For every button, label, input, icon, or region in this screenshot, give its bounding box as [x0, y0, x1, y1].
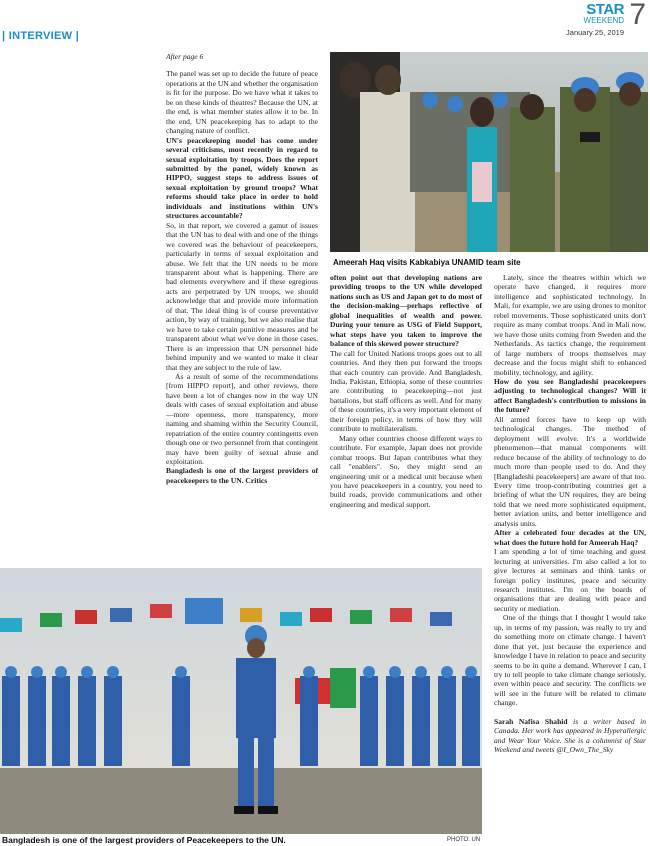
question: often point out that developing nations are providing troops to the UN while developed nations such as US and Japan get to do most of the decision-making—perhaps reflective of global inequalities of wealth and power. During your tenure as USG of Field Support, what steps have you taken to improve the balance of this skewed power structure? [330, 273, 482, 349]
paragraph: The panel was set up to decide the future of peace operations at the UN and whether the organisation is fit for the purpose. Do we have what it takes to be on these kinds of theatres? Because the UN, at the end, is what member states allow it to be. In the end, UN peacekeeping has to adapt to the changing nature of conflict. [166, 69, 318, 136]
paragraph: All armed forces have to keep up with technological changes. The method of deployment will evolve. It's a worldwide phenomenon—that manual components will reduce because of the ability of technology to do much more than people used to do. And they [Bangladeshi peacekeepers] are aware of that too. Every time troop-contributing countries get a briefing of what the UN requires, they are being told that we need more sophisticated equipment, better aviation units, and better intelligence and analysis units. [494, 414, 646, 528]
continued-note: After page 6 [166, 52, 204, 61]
masthead [526, 0, 646, 40]
question: Bangladesh is one of the largest providers of peacekeepers to the UN. Critics [166, 466, 318, 485]
section-label: | INTERVIEW | [2, 30, 80, 42]
photo-caption-bottom: Bangladesh is one of the largest providers of Peacekeepers to the UN. [2, 835, 286, 845]
issue-date: January 25, 2019 [566, 28, 624, 37]
page-number: 7 [629, 0, 646, 31]
article-column-2 [330, 273, 482, 509]
paragraph: Lately, since the theatres within which we operate have changed, it requires more intelligence and sophisticated technology. In Mali, for example, we are using drones to monitor rebel movements. Those sophisticated units don't require as many combat troops. And in Mali now, we have those units coming from Sweden and the Netherlands. As tactics change, the requirement of large numbers of troops themselves may decrease and the focus might shift to enhanced mobility, technology, and agility. [494, 273, 646, 377]
question: After a celebrated four decades at the UN, what does the future hold for Ameerah Haq? [494, 528, 646, 547]
question: UN's peacekeeping model has come under several criticisms, most recently in regard to sexual exploitation by troops. Does the report submitted by the panel, widely known as HIPPO, suggest steps to address issues of sexual exploitation by ground troops? What reforms should take place in order to hold individuals and institutions within UN's structures accountable? [166, 135, 318, 221]
paragraph: Many other countries choose different ways to contribute. For example, Japan does not provide combat troops. But Japan contributes what they call "enablers". So, they might send an engineering unit or a medical unit because when you have peacekeepers in a country, you need to build roads, provide communications and other engineering and medical support. [330, 433, 482, 509]
paragraph: So, in that report, we covered a gamut of issues that the UN has to deal with and one of the things we covered was the behaviour of peacekeepers, particularly in terms of sexual exploitation and abuse. We felt that the UN needs to be more transparent about what is happening. There are bad elements everywhere and if these egregious acts are perpetrated by UN troops, we should acknowledge that and provide more information of that. The ideal thing is of course preventative action, by way of training, but we also realise that we have to take certain punitive measures and be transparent about what we've done in those cases. There is an impression that UN personnel hide behind impunity and we wanted to make it clear that they are subject to the rule of law. [166, 220, 318, 372]
photo-ameerah-haq-visit [330, 52, 648, 252]
author-bio [494, 717, 646, 755]
paragraph: One of the things that I thought I would take up, in terms of my passion, was really to try and do something more on climate change. I haven't done that yet, just because the experience and knowledge I have in relation to peace and security seems to be in quite a demand. Wherever I can, I try to tell people to take climate change seriously, even within peace and security. The conflicts we will see in the future will be related to climate change. [494, 613, 646, 708]
photo-caption-top: Ameerah Haq visits Kabkabiya UNAMID team site [333, 258, 521, 267]
photo-bangladesh-peacekeepers [0, 568, 482, 834]
photo-illustration [0, 568, 482, 834]
author-bio-text: is a writer based in Canada. Her work has appeared in Hyperallergic and Wear Your Voice. She is a columnist of Star Weekend and tweets @I_Own_The_Sky [494, 716, 646, 755]
brand-sub: WEEKEND [583, 16, 624, 25]
photo-credit: PHOTO: UN [447, 837, 481, 843]
article-column-1 [166, 52, 318, 485]
paragraph: As a result of some of the recommendations [from HIPPO report], and other reviews, there have been a lot of changes now in the way UN deals with cases of sexual exploitation and abuse—more openness, more transparency, more naming and shaming within the Security Council, repatriation of the entire country contingents even though one or two personnel from that contingent may have been guilty of sexual abuse and exploitation. [166, 371, 318, 467]
article-column-3 [494, 273, 646, 755]
question: How do you see Bangladeshi peacekeepers adjusting to technological changes? Will it affect Bangladesh's contribution to missions in the future? [494, 376, 646, 415]
brand-logo: STAR [586, 1, 624, 18]
author-name: Sarah Nafisa Shahid [494, 716, 568, 726]
paragraph: The call for United Nations troops goes out to all countries. And they then put forward the troops that each country can provide. And Bangladesh, India, Pakistan, Ethiopia, some of these countries are contributing to peacekeeping—not just battalions, but staff officers as well. And for many of these countries, it's a very important element of their foreign policy, in terms of how they will contribute to multilateralism. [330, 348, 482, 434]
paragraph: I am spending a lot of time teaching and guest lecturing at universities. I'm also called a lot to give lectures at seminars and think tanks or foreign policy institutes, peace and security research institutes. I'm on the boards of organisations that are dealing with peace and security or mediation. [494, 547, 646, 613]
photo-illustration [330, 52, 648, 252]
